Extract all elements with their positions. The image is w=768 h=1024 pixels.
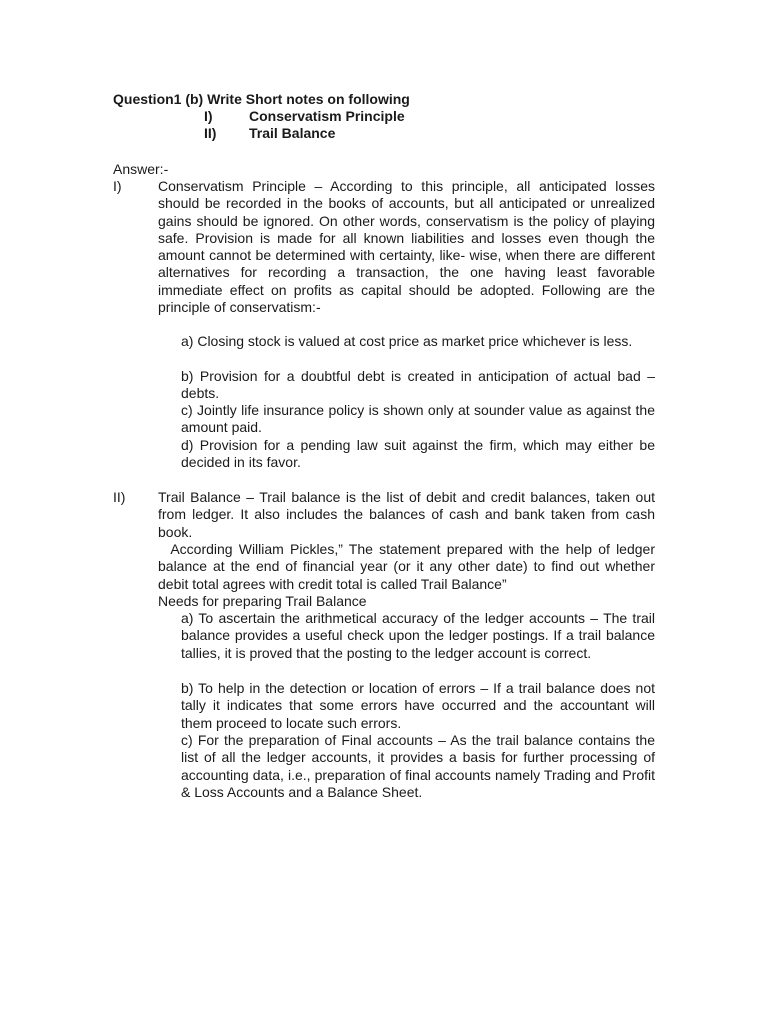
section-paragraph: Conservatism Principle – According to this principle, all anticipated losses should be recorded in the books of accounts, but all anticipated or unrealized gains should be ignored. On other words, conservatism is the policy of playing safe. Provision is made for all known liabilities and losses even though the amount cannot be determined with certainty, like- wise, when there are different alternatives for recording a transaction, the one having least favorable immediate effect on profits as capital should be adopted. Following are the principle of conservatism:- bbox=[158, 178, 655, 316]
list-item: b) To help in the detection or location of errors – If a trail balance does not tally it indicates that some errors have occurred and the accountant will them proceed to locate such errors. bbox=[181, 680, 655, 731]
section-number: I) bbox=[113, 178, 122, 194]
topic-number: II) bbox=[204, 125, 217, 141]
list-item: c) For the preparation of Final accounts – As the trail balance contains the list of all the ledger accounts, it provides a basis for further processing of accounting data, i.e., preparation of final accounts namely Trading and Profit & Loss Accounts and a Balance Sheet. bbox=[181, 732, 655, 800]
question-heading: Question1 (b) Write Short notes on following bbox=[113, 91, 410, 107]
section-number: II) bbox=[113, 489, 126, 505]
topic-title: Trail Balance bbox=[249, 125, 336, 141]
list-item: a) Closing stock is valued at cost price as market price whichever is less. bbox=[181, 333, 633, 349]
topic-number: I) bbox=[204, 108, 213, 124]
topic-title: Conservatism Principle bbox=[249, 108, 405, 124]
list-item: a) To ascertain the arithmetical accuracy of the ledger accounts – The trail balance provides a useful check upon the ledger postings. If a trail balance tallies, it is proved that the posting to the ledger account is correct. bbox=[181, 610, 655, 661]
answer-label: Answer:- bbox=[113, 161, 169, 177]
list-item: c) Jointly life insurance policy is shown only at sounder value as against the amount paid. bbox=[181, 402, 655, 436]
definition-quote: According William Pickles,” The statement prepared with the help of ledger balance at the end of financial year (or it any other date) to find out whether debit total agrees with credit total is called Trail Balance” bbox=[158, 541, 655, 592]
list-item: b) Provision for a doubtful debt is created in anticipation of actual bad – debts. bbox=[181, 368, 655, 402]
list-item: d) Provision for a pending law suit against the firm, which may either be decided in its favor. bbox=[181, 437, 655, 471]
section-paragraph: Trail Balance – Trail balance is the list of debit and credit balances, taken out from ledger. It also includes the balances of cash and bank taken from cash book. bbox=[158, 489, 655, 540]
needs-heading: Needs for preparing Trail Balance bbox=[158, 593, 367, 609]
